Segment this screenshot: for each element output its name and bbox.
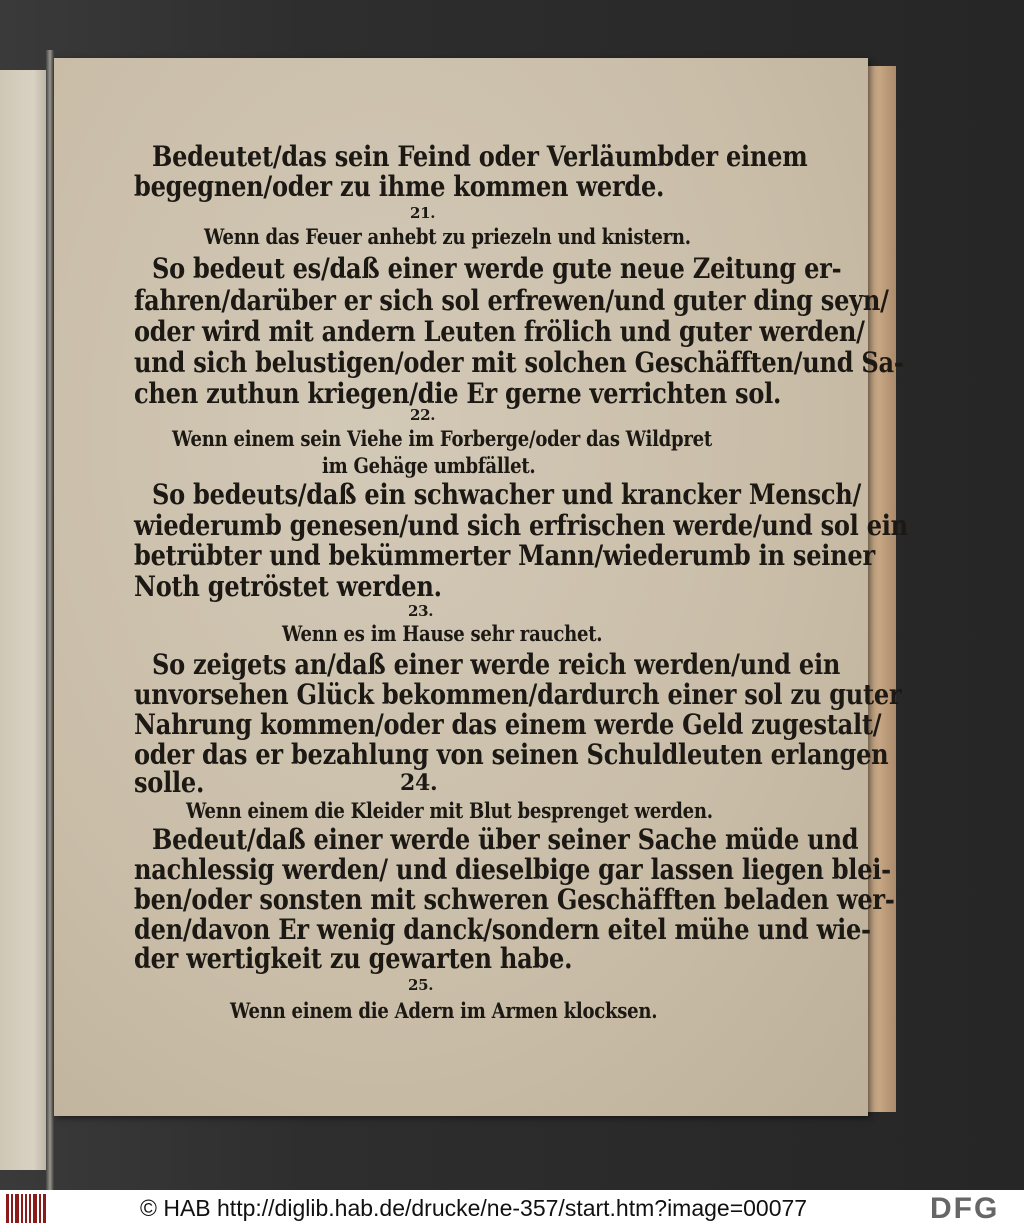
text-line: Bedeutet/das sein Feind oder Verläumbder einem [152,140,808,173]
page-block-edge [866,66,896,1112]
text-line: fahren/darüber er sich sol erfrewen/und guter ding seyn/ [134,284,889,317]
section-number: 23. [408,602,434,620]
barcode-icon [6,1194,46,1223]
copyright-link[interactable]: © HAB http://diglib.hab.de/drucke/ne-357/start.htm?image=00077 [140,1195,808,1221]
footer-bar [0,1190,1024,1227]
text-line: der wertigkeit zu gewarten habe. [134,942,573,975]
section-heading: Wenn einem sein Viehe im Forberge/oder das Wildpret [172,426,712,451]
text-line: oder das er bezahlung von seinen Schuldleuten erlangen [134,738,889,771]
section-heading: Wenn es im Hause sehr rauchet. [282,621,603,646]
text-line: oder wird mit andern Leuten frölich und guter werden/ [134,315,865,348]
text-line: Bedeut/daß einer werde über seiner Sache müde und [152,823,859,856]
text-line: chen zuthun kriegen/die Er gerne verrichten sol. [134,377,782,410]
text-line: nachlessig werden/ und dieselbige gar lassen liegen blei- [134,853,891,886]
page-text [54,58,908,1116]
previous-page-edge [0,70,48,1170]
text-line: und sich belustigen/oder mit solchen Geschäfften/und Sa- [134,346,904,379]
text-line: ben/oder sonsten mit schweren Geschäfften beladen wer- [134,883,895,916]
text-line: Noth getröstet werden. [134,570,442,603]
section-heading: Wenn einem die Kleider mit Blut besprenget werden. [186,798,713,823]
book-page [54,58,908,1116]
text-line: unvorsehen Glück bekommen/dardurch einer sol zu guter [134,678,902,711]
text-line: Nahrung kommen/oder das einem werde Geld zugestalt/ [134,708,882,741]
text-line: So bedeuts/daß ein schwacher und krancker Mensch/ [152,478,862,511]
text-line: So bedeut es/daß einer werde gute neue Zeitung er- [152,252,842,285]
section-heading: im Gehäge umbfället. [322,453,536,478]
text-line: betrübter und bekümmerter Mann/wiederumb in seiner [134,539,875,572]
book-spine [46,50,54,1190]
section-number: 21. [410,204,436,222]
text-line: begegnen/oder zu ihme kommen werde. [134,170,665,203]
text-line: den/davon Er wenig danck/sondern eitel mühe und wie- [134,913,871,946]
section-number: 24. [400,770,438,796]
section-number: 22. [410,406,436,424]
section-number: 25. [408,976,434,994]
text-line: wiederumb genesen/und sich erfrischen werde/und sol ein [134,509,908,542]
text-line: solle. [134,766,205,799]
text-line: So zeigets an/daß einer werde reich werden/und ein [152,648,841,681]
section-heading: Wenn das Feuer anhebt zu priezeln und knistern. [204,224,691,249]
section-heading: Wenn einem die Adern im Armen klocksen. [230,998,658,1023]
dfg-logo: DFG [930,1192,1000,1225]
